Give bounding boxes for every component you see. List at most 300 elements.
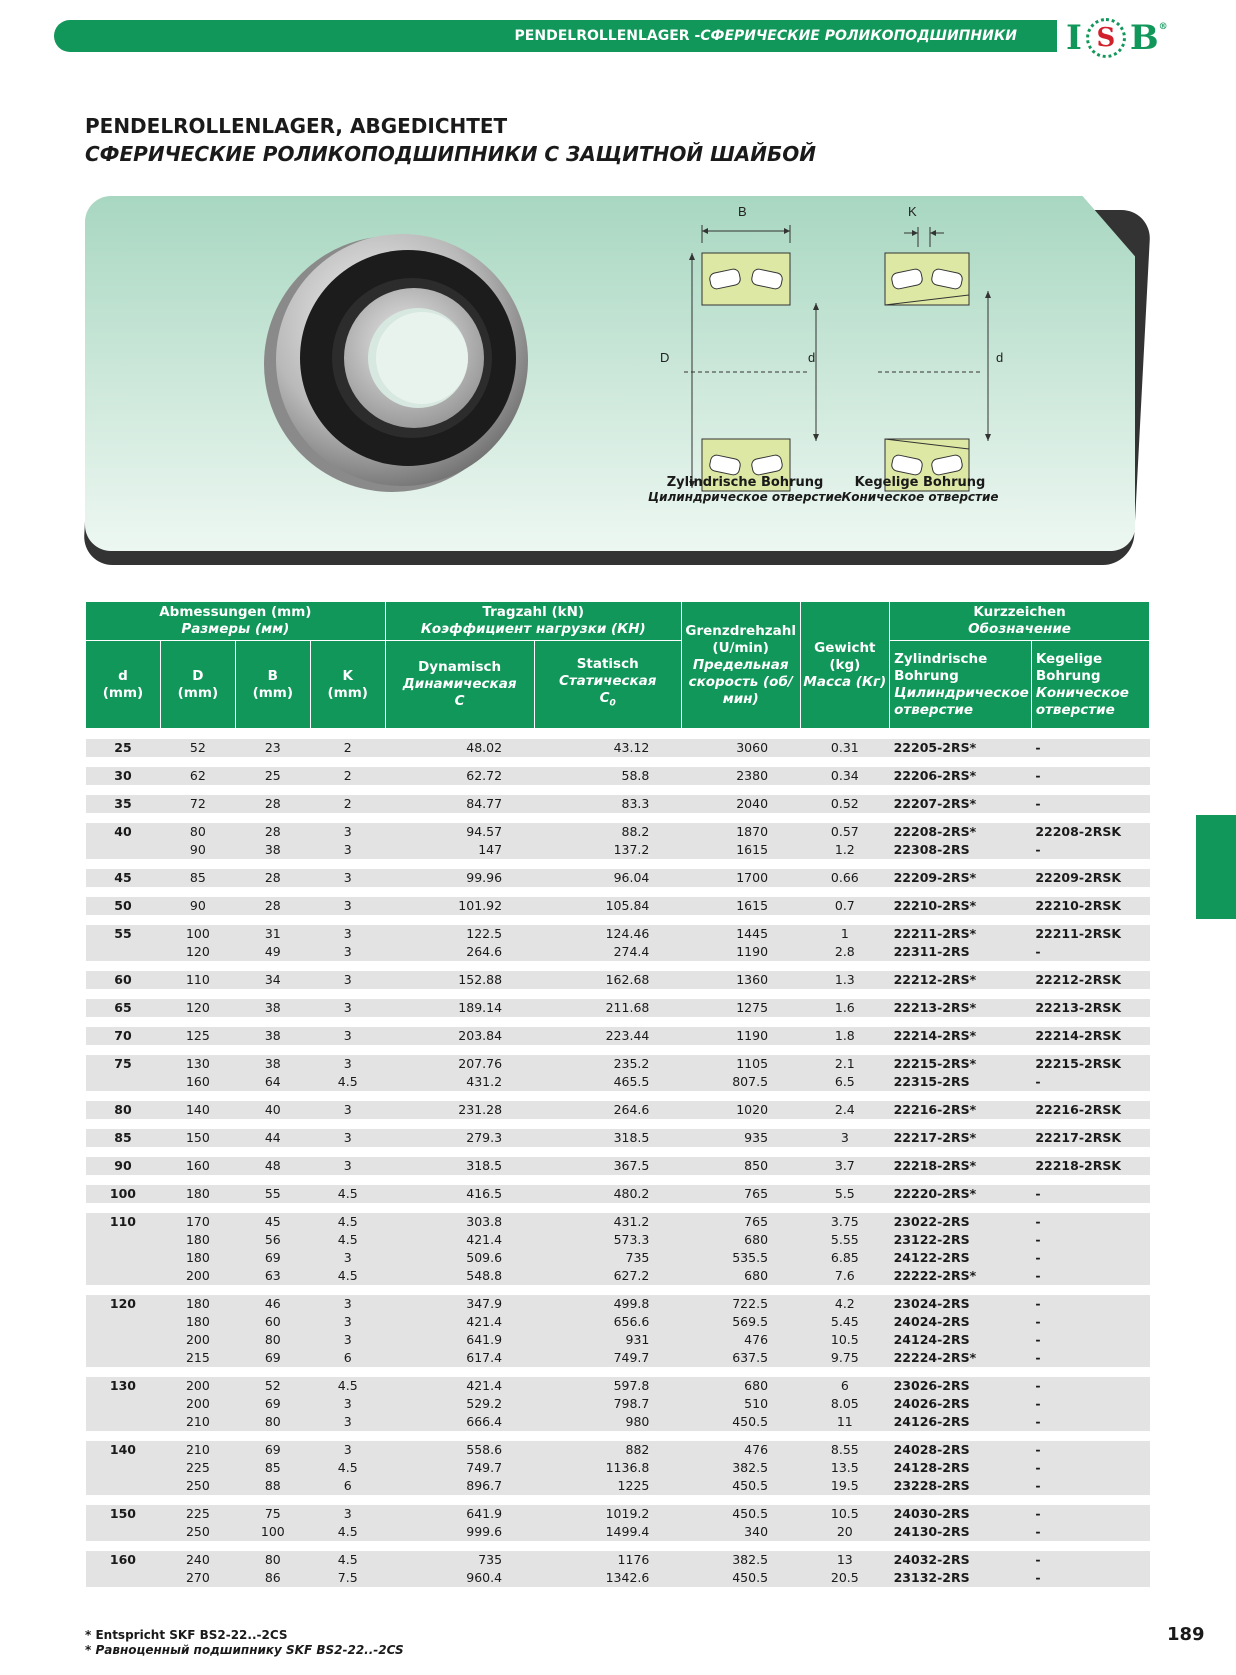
cell-bore-diameter: 55 <box>114 925 132 941</box>
footnote <box>85 1628 404 1658</box>
table-row <box>86 999 1150 1017</box>
cell-cylindrical-designation: 24024-2RS <box>893 1313 970 1329</box>
header-weight-de: Gewicht (kg) <box>814 639 876 673</box>
cell-k: 3 <box>343 1055 352 1071</box>
cell-bore-diameter: 65 <box>114 999 132 1015</box>
cell-static-load: 367.5 <box>613 1157 650 1173</box>
cell-width: 49 <box>264 943 281 959</box>
row-spacer-cell <box>86 1045 1150 1055</box>
cell-weight: 1 <box>840 925 849 941</box>
cell-width: 56 <box>264 1231 281 1247</box>
cell-bore-diameter: 45 <box>114 869 132 885</box>
cell-k: 6 <box>343 1477 352 1493</box>
header-col-cylindrical-de: Zylindrische Bohrung <box>894 650 988 684</box>
cell-weight: 0.52 <box>830 795 859 811</box>
cell-tapered-designation: - <box>1035 767 1041 783</box>
row-spacer-cell <box>86 1203 1150 1213</box>
row-spacer <box>86 785 1150 795</box>
cell-tapered-designation: - <box>1035 1569 1041 1585</box>
cell-speed-limit: 2380 <box>736 767 769 783</box>
header-designation-de: Kurzzeichen <box>973 604 1066 620</box>
table-row <box>86 1267 1150 1285</box>
cell-speed-limit: 1700 <box>736 869 769 885</box>
row-spacer-cell <box>86 785 1150 795</box>
cell-dynamic-load: 207.76 <box>458 1055 503 1071</box>
cell-width: 69 <box>264 1395 281 1411</box>
cell-tapered-designation: - <box>1035 1477 1041 1493</box>
row-spacer <box>86 1175 1150 1185</box>
cell-outer-diameter: 225 <box>185 1459 210 1475</box>
header-weight-ru: Масса (Кг) <box>803 673 887 690</box>
cell-weight: 2.8 <box>834 943 855 959</box>
cell-cylindrical-designation: 23132-2RS <box>893 1569 970 1585</box>
cell-tapered-designation: - <box>1035 1505 1041 1521</box>
cell-width: 88 <box>264 1477 281 1493</box>
cell-bore-diameter: 25 <box>114 739 132 755</box>
cell-k: 3 <box>343 1395 352 1411</box>
row-spacer-cell <box>86 757 1150 767</box>
cell-static-load: 882 <box>625 1441 650 1457</box>
cell-bore-diameter <box>86 1459 161 1477</box>
cell-static-load: 137.2 <box>613 841 650 857</box>
cell-width: 28 <box>264 897 281 913</box>
cell-tapered-designation: - <box>1035 1331 1041 1347</box>
cell-dynamic-load: 896.7 <box>466 1477 503 1493</box>
tapered-bore-caption-de: Kegelige Bohrung <box>854 475 986 490</box>
cell-width: 80 <box>264 1413 281 1429</box>
row-spacer <box>86 729 1150 739</box>
cell-weight: 0.66 <box>830 869 859 885</box>
cell-speed-limit: 1105 <box>736 1055 769 1071</box>
cell-outer-diameter: 100 <box>185 925 210 941</box>
cell-cylindrical-designation: 22224-2RS* <box>893 1349 977 1365</box>
cell-speed-limit: 382.5 <box>732 1459 769 1475</box>
cell-cylindrical-designation: 22211-2RS* <box>893 925 977 941</box>
cell-outer-diameter: 210 <box>185 1441 210 1457</box>
row-spacer-cell <box>86 1495 1150 1505</box>
cell-width: 31 <box>264 925 281 941</box>
cell-speed-limit: 765 <box>744 1213 769 1229</box>
header-col-static <box>534 641 681 729</box>
cell-weight: 0.7 <box>834 897 855 913</box>
cell-static-load: 597.8 <box>613 1377 650 1393</box>
cell-speed-limit: 535.5 <box>732 1249 769 1265</box>
cell-tapered-designation: 22213-2RSK <box>1035 999 1122 1015</box>
cell-width: 25 <box>264 767 281 783</box>
cell-width: 85 <box>264 1459 281 1475</box>
cell-cylindrical-designation: 24124-2RS <box>893 1331 970 1347</box>
table-row <box>86 1213 1150 1231</box>
header-col-outer-diameter <box>160 641 235 729</box>
cell-weight: 1.3 <box>834 971 855 987</box>
header-weight <box>800 602 890 729</box>
cell-tapered-designation: - <box>1035 1413 1041 1429</box>
cell-dynamic-load: 84.77 <box>466 795 503 811</box>
row-spacer-cell <box>86 1285 1150 1295</box>
cell-width: 40 <box>264 1101 281 1117</box>
cell-outer-diameter: 160 <box>185 1157 210 1173</box>
cell-outer-diameter: 270 <box>185 1569 210 1585</box>
header-col-dynamic <box>385 641 534 729</box>
cell-bore-diameter: 130 <box>109 1377 136 1393</box>
cell-static-load: 1019.2 <box>605 1505 650 1521</box>
cell-speed-limit: 476 <box>744 1331 769 1347</box>
tapered-bore-drawing <box>870 213 1030 493</box>
cell-dynamic-load: 529.2 <box>466 1395 503 1411</box>
cell-weight: 3 <box>840 1129 849 1145</box>
cell-tapered-designation: - <box>1035 1213 1041 1229</box>
table-row <box>86 841 1150 859</box>
cell-cylindrical-designation: 24026-2RS <box>893 1395 970 1411</box>
cell-bore-diameter <box>86 1477 161 1495</box>
header-col-k-symbol: K <box>342 667 353 684</box>
cell-outer-diameter: 90 <box>189 897 206 913</box>
header-col-static-de: Statisch <box>576 656 639 673</box>
section-title-ru: СФЕРИЧЕСКИЕ РОЛИКОПОДШИПНИКИ <box>700 28 1017 44</box>
header-col-k <box>310 641 385 729</box>
footnote-ru: * Равноценный подшипнику SKF BS2-22..-2CS <box>85 1643 404 1657</box>
cell-weight: 2.4 <box>834 1101 855 1117</box>
cell-weight: 6.85 <box>830 1249 859 1265</box>
cell-cylindrical-designation: 22214-2RS* <box>893 1027 977 1043</box>
cell-dynamic-load: 318.5 <box>466 1157 503 1173</box>
cell-weight: 2.1 <box>834 1055 855 1071</box>
cell-width: 80 <box>264 1331 281 1347</box>
row-spacer <box>86 757 1150 767</box>
section-title-de: PENDELROLLENLAGER - <box>514 28 701 44</box>
header-load-rating-de: Tragzahl (kN) <box>482 604 585 620</box>
cell-tapered-designation: - <box>1035 1377 1041 1393</box>
cell-tapered-designation: 22211-2RSK <box>1035 925 1122 941</box>
sealed-bearing-image <box>262 228 532 498</box>
cell-speed-limit: 850 <box>744 1157 769 1173</box>
cell-weight: 1.6 <box>834 999 855 1015</box>
cell-speed-limit: 680 <box>744 1377 769 1393</box>
dimension-label-tapered-bore-d: d <box>996 350 1004 365</box>
cell-tapered-designation: 22218-2RSK <box>1035 1157 1122 1173</box>
cell-dynamic-load: 421.4 <box>466 1377 503 1393</box>
cell-bore-diameter <box>86 1073 161 1091</box>
cell-weight: 8.05 <box>830 1395 859 1411</box>
cell-outer-diameter: 160 <box>185 1073 210 1089</box>
cell-k: 4.5 <box>337 1551 358 1567</box>
cell-dynamic-load: 147 <box>478 841 503 857</box>
cell-k: 3 <box>343 1313 352 1329</box>
cell-cylindrical-designation: 22208-2RS* <box>893 823 977 839</box>
dimension-label-outer-d: D <box>660 350 670 365</box>
cell-bore-diameter: 70 <box>114 1027 132 1043</box>
cell-width: 60 <box>264 1313 281 1329</box>
table-row <box>86 1441 1150 1459</box>
cell-outer-diameter: 180 <box>185 1295 210 1311</box>
cell-outer-diameter: 180 <box>185 1249 210 1265</box>
cell-speed-limit: 1020 <box>736 1101 769 1117</box>
table-row <box>86 1295 1150 1313</box>
cell-outer-diameter: 225 <box>185 1505 210 1521</box>
row-spacer <box>86 1541 1150 1551</box>
cell-k: 4.5 <box>337 1185 358 1201</box>
cell-outer-diameter: 215 <box>185 1349 210 1365</box>
header-dimensions <box>86 602 386 641</box>
cell-bore-diameter: 100 <box>109 1185 136 1201</box>
row-spacer-cell <box>86 729 1150 739</box>
cell-speed-limit: 765 <box>744 1185 769 1201</box>
cell-outer-diameter: 180 <box>185 1185 210 1201</box>
page-title-ru: СФЕРИЧЕСКИЕ РОЛИКОПОДШИПНИКИ С ЗАЩИТНОЙ ШАЙБОЙ <box>85 142 816 166</box>
cell-outer-diameter: 90 <box>189 841 206 857</box>
cell-speed-limit: 450.5 <box>732 1569 769 1585</box>
cell-k: 3 <box>343 1413 352 1429</box>
table-row <box>86 739 1150 757</box>
cell-cylindrical-designation: 24122-2RS <box>893 1249 970 1265</box>
cell-dynamic-load: 617.4 <box>466 1349 503 1365</box>
cell-dynamic-load: 152.88 <box>458 971 503 987</box>
cell-width: 52 <box>264 1377 281 1393</box>
cell-cylindrical-designation: 22212-2RS* <box>893 971 977 987</box>
table-row <box>86 1157 1150 1175</box>
cell-weight: 0.34 <box>830 767 859 783</box>
cell-dynamic-load: 548.8 <box>466 1267 503 1283</box>
cell-k: 3 <box>343 1157 352 1173</box>
cell-bore-diameter <box>86 1331 161 1349</box>
cell-static-load: 573.3 <box>613 1231 650 1247</box>
cell-dynamic-load: 303.8 <box>466 1213 503 1229</box>
cell-bore-diameter <box>86 1267 161 1285</box>
cell-dynamic-load: 203.84 <box>458 1027 503 1043</box>
cell-outer-diameter: 250 <box>185 1523 210 1539</box>
header-speed-limit-de: Grenzdrehzahl (U/min) <box>685 622 797 656</box>
cell-bore-diameter <box>86 1313 161 1331</box>
table-row <box>86 1377 1150 1395</box>
table-row <box>86 943 1150 961</box>
row-spacer-cell <box>86 1367 1150 1377</box>
cell-static-load: 124.46 <box>605 925 650 941</box>
cell-tapered-designation: - <box>1035 1459 1041 1475</box>
cell-static-load: 1499.4 <box>605 1523 650 1539</box>
cell-tapered-designation: - <box>1035 1267 1041 1283</box>
cell-weight: 6.5 <box>834 1073 855 1089</box>
cell-bore-diameter: 50 <box>114 897 132 913</box>
row-spacer-cell <box>86 961 1150 971</box>
cell-bore-diameter: 75 <box>114 1055 132 1071</box>
header-col-k-unit: (mm) <box>327 684 368 701</box>
cell-static-load: 798.7 <box>613 1395 650 1411</box>
cell-width: 28 <box>264 869 281 885</box>
header-col-outer-diameter-unit: (mm) <box>177 684 219 701</box>
cell-weight: 19.5 <box>830 1477 859 1493</box>
cell-tapered-designation: - <box>1035 1349 1041 1365</box>
cell-static-load: 735 <box>625 1249 650 1265</box>
table-row <box>86 1349 1150 1367</box>
cell-tapered-designation: - <box>1035 1551 1041 1567</box>
cell-tapered-designation: 22217-2RSK <box>1035 1129 1122 1145</box>
table-row <box>86 795 1150 813</box>
cell-outer-diameter: 110 <box>185 971 210 987</box>
cell-weight: 3.7 <box>834 1157 855 1173</box>
cell-k: 3 <box>343 1129 352 1145</box>
cell-outer-diameter: 180 <box>185 1231 210 1247</box>
cell-bore-diameter <box>86 841 161 859</box>
cell-tapered-designation: - <box>1035 1395 1041 1411</box>
cell-tapered-designation: 22209-2RSK <box>1035 869 1122 885</box>
cell-dynamic-load: 509.6 <box>466 1249 503 1265</box>
cell-weight: 1.8 <box>834 1027 855 1043</box>
cell-bore-diameter <box>86 1569 161 1587</box>
cell-dynamic-load: 421.4 <box>466 1313 503 1329</box>
header-col-dynamic-ru: Динамическая <box>402 676 517 692</box>
bearing-spec-table <box>85 601 1150 1587</box>
cell-k: 2 <box>343 767 352 783</box>
cell-static-load: 931 <box>625 1331 650 1347</box>
cell-outer-diameter: 85 <box>189 869 206 885</box>
cell-static-load: 88.2 <box>621 823 650 839</box>
cell-speed-limit: 1190 <box>736 943 769 959</box>
cell-cylindrical-designation: 24030-2RS <box>893 1505 970 1521</box>
cell-dynamic-load: 641.9 <box>466 1505 503 1521</box>
cell-width: 44 <box>264 1129 281 1145</box>
cell-weight: 13.5 <box>830 1459 859 1475</box>
cell-dynamic-load: 666.4 <box>466 1413 503 1429</box>
cell-static-load: 980 <box>625 1413 650 1429</box>
cell-cylindrical-designation: 22216-2RS* <box>893 1101 977 1117</box>
header-load-rating <box>385 602 681 641</box>
cell-static-load: 1342.6 <box>605 1569 650 1585</box>
cell-outer-diameter: 52 <box>189 739 206 755</box>
cell-speed-limit: 2040 <box>736 795 769 811</box>
tapered-bore-caption <box>820 475 1020 504</box>
row-spacer <box>86 1017 1150 1027</box>
header-col-bore-unit: (mm) <box>102 684 144 701</box>
dimension-label-b: B <box>738 204 747 219</box>
cell-dynamic-load: 735 <box>478 1551 503 1567</box>
cell-outer-diameter: 200 <box>185 1377 210 1393</box>
cell-dynamic-load: 416.5 <box>466 1185 503 1201</box>
cell-speed-limit: 382.5 <box>732 1551 769 1567</box>
cell-bore-diameter <box>86 1523 161 1541</box>
cell-outer-diameter: 150 <box>185 1129 210 1145</box>
table-row <box>86 1569 1150 1587</box>
cell-static-load: 1176 <box>617 1551 650 1567</box>
cell-tapered-designation: 22210-2RSK <box>1035 897 1122 913</box>
cell-tapered-designation: - <box>1035 1231 1041 1247</box>
cell-tapered-designation: - <box>1035 1441 1041 1457</box>
cell-speed-limit: 680 <box>744 1267 769 1283</box>
cell-k: 2 <box>343 795 352 811</box>
cell-cylindrical-designation: 24130-2RS <box>893 1523 970 1539</box>
cell-weight: 5.45 <box>830 1313 859 1329</box>
cell-k: 3 <box>343 841 352 857</box>
cell-k: 3 <box>343 1249 352 1265</box>
cell-speed-limit: 680 <box>744 1231 769 1247</box>
cell-bore-diameter: 80 <box>114 1101 132 1117</box>
table-row <box>86 1129 1150 1147</box>
cell-static-load: 96.04 <box>613 869 650 885</box>
cell-dynamic-load: 99.96 <box>466 869 503 885</box>
header-dimensions-ru: Размеры (мм) <box>181 621 290 637</box>
cell-bore-diameter: 160 <box>109 1551 136 1567</box>
cell-outer-diameter: 200 <box>185 1267 210 1283</box>
cell-speed-limit: 722.5 <box>732 1295 769 1311</box>
cell-k: 3 <box>343 869 352 885</box>
header-dimensions-de: Abmessungen (mm) <box>159 604 312 620</box>
table-row <box>86 1231 1150 1249</box>
cell-bore-diameter <box>86 1349 161 1367</box>
header-col-static-ru: Статическая <box>558 673 657 690</box>
table-row <box>86 1523 1150 1541</box>
cell-static-load: 211.68 <box>605 999 650 1015</box>
cell-width: 63 <box>264 1267 281 1283</box>
cell-dynamic-load: 48.02 <box>466 739 503 755</box>
cell-cylindrical-designation: 22207-2RS* <box>893 795 977 811</box>
header-col-bore <box>86 641 161 729</box>
cell-width: 64 <box>264 1073 281 1089</box>
cell-cylindrical-designation: 22220-2RS* <box>893 1185 977 1201</box>
cell-speed-limit: 1445 <box>736 925 769 941</box>
cell-bore-diameter <box>86 1231 161 1249</box>
cell-outer-diameter: 125 <box>185 1027 210 1043</box>
header-load-rating-ru: Коэффициент нагрузки (КН) <box>420 621 646 637</box>
cell-static-load: 465.5 <box>613 1073 650 1089</box>
cell-bore-diameter: 90 <box>114 1157 132 1173</box>
cell-k: 3 <box>343 925 352 941</box>
row-spacer-cell <box>86 1431 1150 1441</box>
table-row <box>86 1055 1150 1073</box>
table-row <box>86 869 1150 887</box>
cell-tapered-designation: - <box>1035 795 1041 811</box>
row-spacer <box>86 1203 1150 1213</box>
row-spacer-cell <box>86 1017 1150 1027</box>
cell-width: 69 <box>264 1349 281 1365</box>
logo-letter-s: S <box>1096 23 1116 53</box>
cell-bore-diameter <box>86 1249 161 1267</box>
cell-width: 34 <box>264 971 281 987</box>
cell-cylindrical-designation: 23122-2RS <box>893 1231 970 1247</box>
cell-weight: 10.5 <box>830 1505 859 1521</box>
cell-tapered-designation: 22212-2RSK <box>1035 971 1122 987</box>
cell-tapered-designation: 22214-2RSK <box>1035 1027 1122 1043</box>
cell-k: 3 <box>343 999 352 1015</box>
cell-speed-limit: 450.5 <box>732 1477 769 1493</box>
cell-static-load: 162.68 <box>605 971 650 987</box>
cell-width: 28 <box>264 795 281 811</box>
cell-cylindrical-designation: 23026-2RS <box>893 1377 970 1393</box>
cell-weight: 1.2 <box>834 841 855 857</box>
isb-logo <box>1066 18 1168 58</box>
cell-cylindrical-designation: 22210-2RS* <box>893 897 977 913</box>
header-col-dynamic-de: Dynamisch <box>418 659 502 675</box>
cell-k: 4.5 <box>337 1213 358 1229</box>
cell-cylindrical-designation: 24128-2RS <box>893 1459 970 1475</box>
cell-bore-diameter: 120 <box>109 1295 136 1311</box>
header-col-tapered-de: Kegelige Bohrung <box>1035 650 1103 684</box>
cell-k: 3 <box>343 897 352 913</box>
header-col-static-symbol-c: C <box>599 690 610 707</box>
cell-static-load: 223.44 <box>605 1027 650 1043</box>
cell-width: 28 <box>264 823 281 839</box>
header-col-bore-symbol: d <box>118 667 128 684</box>
cell-k: 4.5 <box>337 1459 358 1475</box>
cell-speed-limit: 476 <box>744 1441 769 1457</box>
cell-dynamic-load: 558.6 <box>466 1441 503 1457</box>
cell-speed-limit: 935 <box>744 1129 769 1145</box>
logo-letter-i: I <box>1066 18 1082 58</box>
cell-tapered-designation: - <box>1035 1523 1041 1539</box>
cell-k: 3 <box>343 971 352 987</box>
row-spacer-cell <box>86 989 1150 999</box>
cell-weight: 9.75 <box>830 1349 859 1365</box>
cell-dynamic-load: 347.9 <box>466 1295 503 1311</box>
cell-k: 3 <box>343 943 352 959</box>
